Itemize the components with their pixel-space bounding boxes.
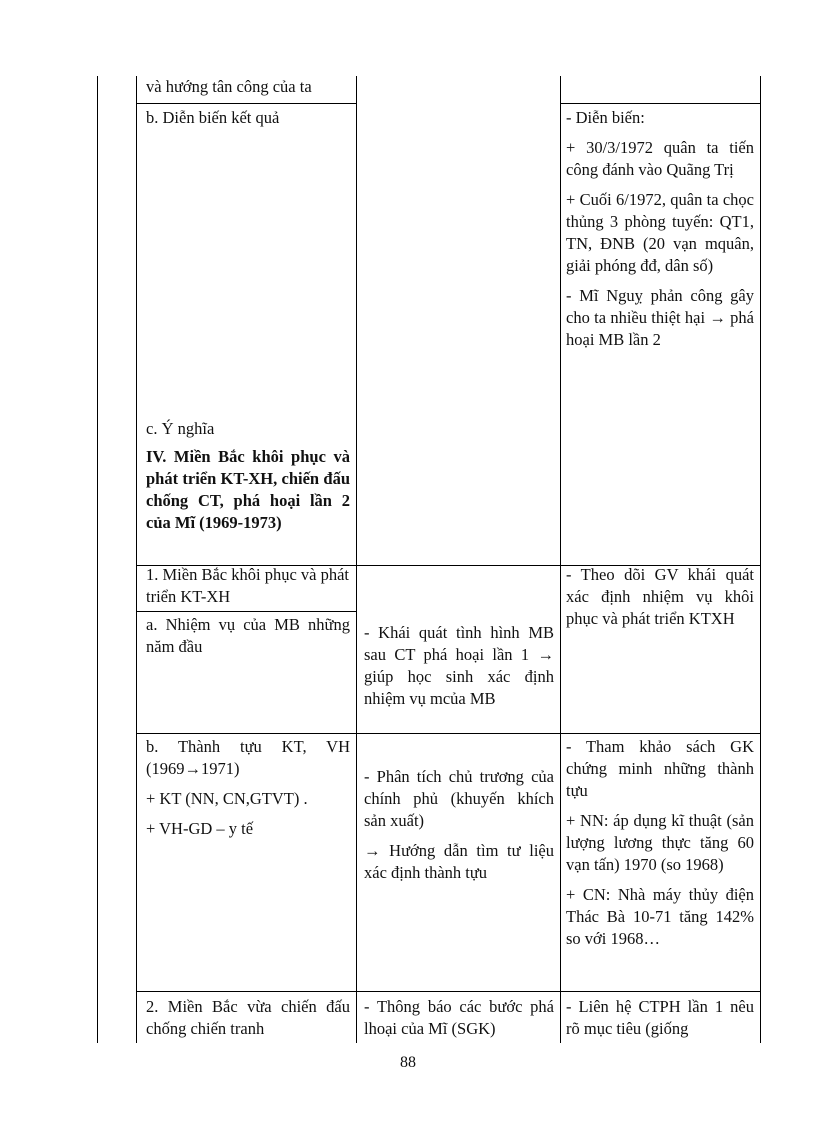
page-number: 88 — [400, 1054, 416, 1071]
col3-point-3: - Mĩ Nguỵ phản công gây cho ta nhiều thiệt hại → phá hoại MB lần 2 — [566, 286, 754, 349]
col2-huong-dan: → Hướng dẫn tìm tư liệu xác định thành tựu — [364, 841, 554, 882]
col3-dien-bien: - Diễn biến: + 30/3/1972 quân ta tiến công đánh vào Quãng Trị + Cuối 6/1972, quân ta chọc thủng 3 phòng tuyến: QT1, TN, ĐNB (20 vạn mquân, giải phóng đđ, dân số) - Mĩ Nguỵ phản công gây cho ta nhiều thiệt hại → phá hoại MB lần 2 — [566, 108, 754, 349]
col1-heading-y-nghia: c. Ý nghĩa — [146, 419, 215, 438]
col1-kt-item: + KT (NN, CN,GTVT) . — [146, 789, 308, 808]
col3-lien-he: - Liên hệ CTPH lần 1 nêu rõ mục tiêu (giống — [566, 997, 754, 1038]
col2-khai-quat: - Khái quát tình hình MB sau CT phá hoại lần 1 → giúp học sinh xác định nhiệm vụ mcủa MB — [364, 623, 554, 708]
table-left-inner-border — [136, 76, 137, 1043]
col3-point-2: + Cuối 6/1972, quân ta chọc thủng 3 phòng tuyến: QT1, TN, ĐNB (20 vạn mquân, giải phóng đđ, dân số) — [566, 190, 754, 275]
section-iv-heading: IV. Miền Bắc khôi phục và phát triển KT-XH, chiến đấu chống CT, phá hoại lần 2 của Mĩ (1969-1973) — [146, 447, 350, 532]
col1-subheading-1a: a. Nhiệm vụ của MB những năm đầu — [146, 615, 350, 656]
col2-phan-tich: - Phân tích chủ trương của chính phủ (khuyến khích sản xuất) → Hướng dẫn tìm tư liệu xác định thành tựu — [364, 767, 554, 882]
col3-point-1: + 30/3/1972 quân ta tiến công đánh vào Quãng Trị — [566, 138, 754, 179]
column-divider-2 — [560, 76, 561, 1043]
col1-heading-dien-bien: b. Diễn biến kết quả — [146, 108, 280, 127]
col1-subheading-2: 2. Miền Bắc vừa chiến đấu chống chiến tranh — [146, 997, 350, 1038]
col3-cn: + CN: Nhà máy thủy điện Thác Bà 10-71 tăng 142% so với 1968… — [566, 885, 754, 948]
row-separator — [136, 991, 760, 992]
row-separator — [136, 733, 760, 734]
col1-continuation-text: và hướng tân công của ta — [146, 77, 312, 96]
col1-subheading-1: 1. Miền Bắc khôi phục và phát triển KT-XH — [146, 565, 349, 606]
col3-tham-khao: - Tham khảo sách GK chứng minh những thành tựu + NN: áp dụng kĩ thuật (sản lượng lương thực tăng 60 vạn tấn) 1970 (so 1968) + CN: Nhà máy thủy điện Thác Bà 10-71 tăng 142% so với 1968… — [566, 737, 754, 948]
table-right-border — [760, 76, 761, 1043]
col1-subheading-1b: b. Thành tựu KT, VH (1969→1971) + KT (NN, CN,GTVT) . + VH-GD – y tế — [146, 737, 350, 838]
column-divider-1 — [356, 76, 357, 1043]
row-separator — [560, 103, 760, 104]
col1-vh-item: + VH-GD – y tế — [146, 819, 254, 838]
col2-thong-bao: - Thông báo các bước phá lhoại của Mĩ (SGK) — [364, 997, 554, 1038]
col3-nn: + NN: áp dụng kĩ thuật (sản lượng lương thực tăng 60 vạn tấn) 1970 (so 1968) — [566, 811, 754, 874]
col3-theo-doi: - Theo dõi GV khái quát xác định nhiệm vụ khôi phục và phát triển KTXH — [566, 565, 754, 628]
table-left-outer-border — [97, 76, 98, 1043]
